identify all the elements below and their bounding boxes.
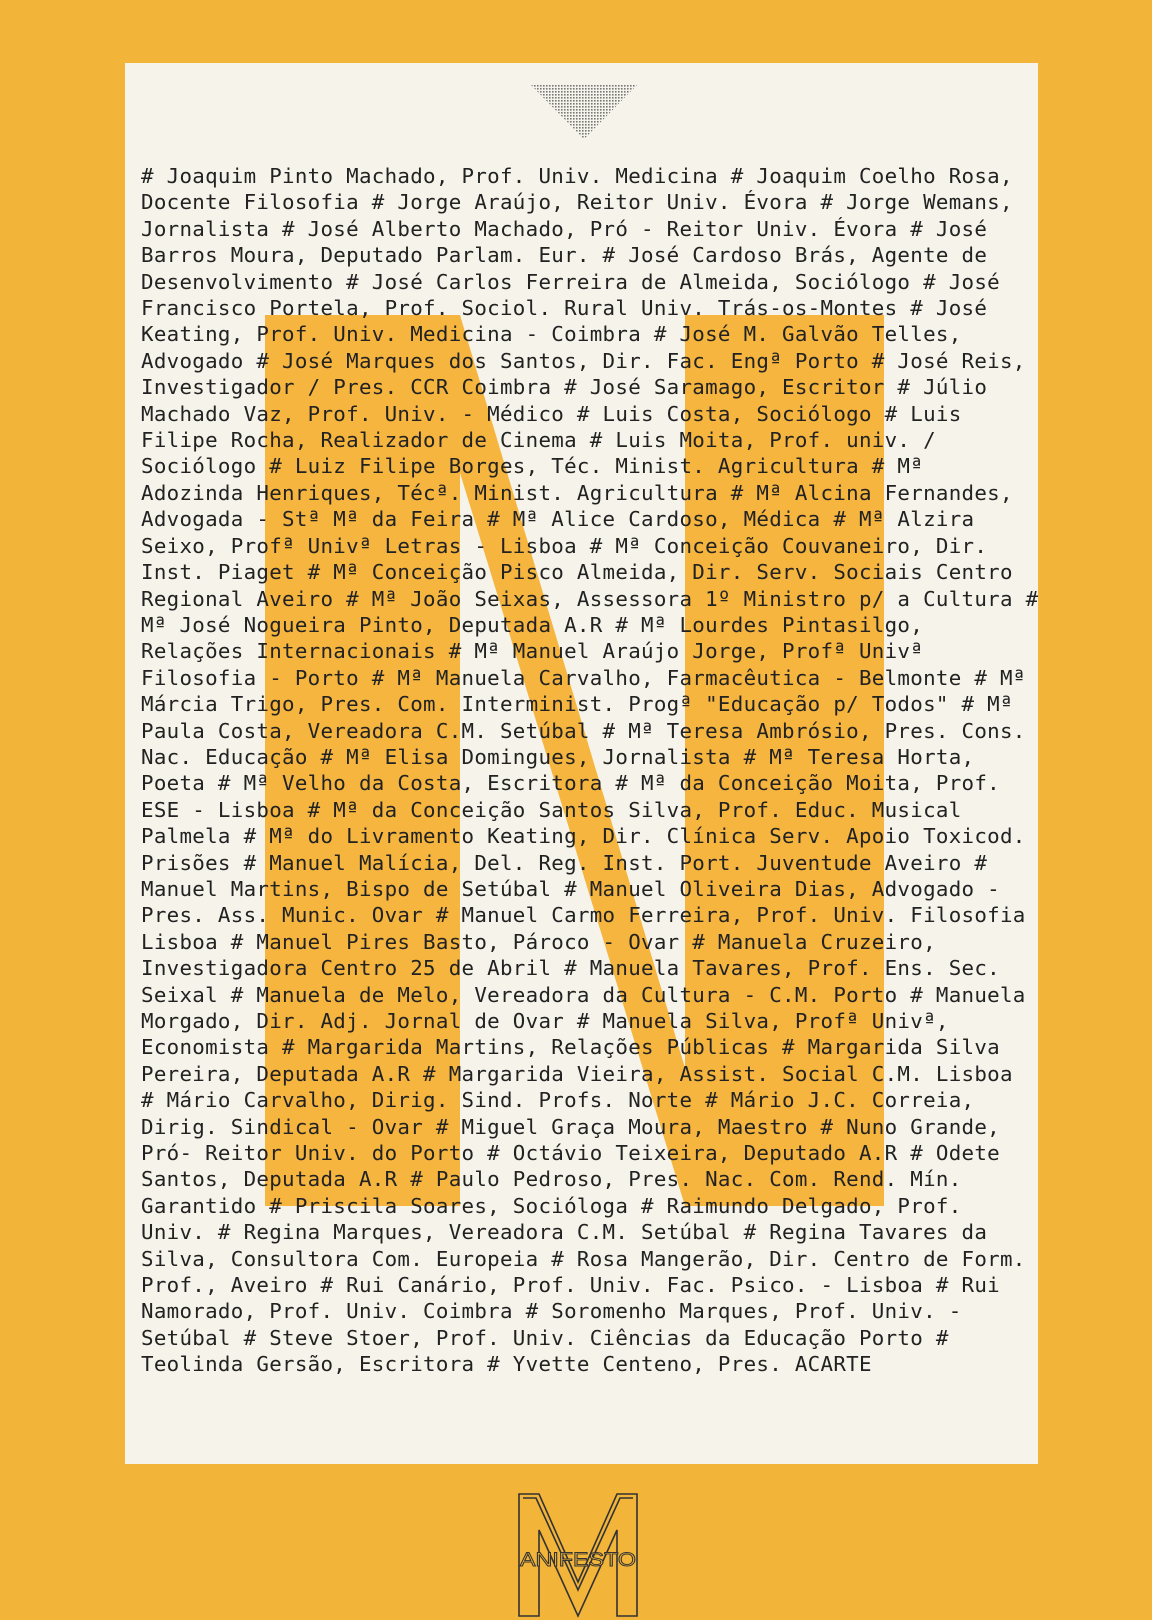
text-line: Poeta # Mª Velho da Costa, Escritora # Mª da Conceição Moita, Prof. [141,771,1000,796]
text-line: # Joaquim Pinto Machado, Prof. Univ. Medicina # Joaquim Coelho Rosa, [141,164,1013,188]
text-line: Docente Filosofia # Jorge Araújo, Reitor Univ. Évora # Jorge Wemans, [141,190,1013,215]
text-line: Pró- Reitor Univ. do Porto # Octávio Teixeira, Deputado A.R # Odete [141,1141,1000,1166]
text-line: Desenvolvimento # José Carlos Ferreira de Almeida, Sociólogo # José [141,269,1000,294]
document-page [125,63,1038,1464]
signatories-list [141,163,1038,1378]
text-line: # Mário Carvalho, Dirig. Sind. Profs. Norte # Mário J.C. Correia, [141,1088,975,1113]
text-line: Advogado # José Marques dos Santos, Dir. Fac. Engª Porto # José Reis, [141,348,1026,373]
text-line: Regional Aveiro # Mª João Seixas, Assessora 1º Ministro p/ a Cultura # [141,586,1038,611]
text-line: Jornalista # José Alberto Machado, Pró - Reitor Univ. Évora # José [141,216,988,241]
text-line: Prof., Aveiro # Rui Canário, Prof. Univ. Fac. Psico. - Lisboa # Rui [141,1273,1000,1298]
text-line: Barros Moura, Deputado Parlam. Eur. # José Cardoso Brás, Agente de [141,243,988,268]
text-line: Filipe Rocha, Realizador de Cinema # Luis Moita, Prof. univ. / [141,428,936,453]
dotted-triangle-icon [531,85,637,139]
text-line: Setúbal # Steve Stoer, Prof. Univ. Ciências da Educação Porto # [141,1325,949,1350]
text-line: Francisco Portela, Prof. Sociol. Rural Univ. Trás-os-Montes # José [141,296,988,321]
text-line: Keating, Prof. Univ. Medicina - Coimbra # José M. Galvão Telles, [141,322,962,347]
text-line: Investigador / Pres. CCR Coimbra # José Saramago, Escritor # Júlio [141,375,988,400]
text-line: Prisões # Manuel Malícia, Del. Reg. Inst. Port. Juventude Aveiro # [141,850,988,875]
text-line: Morgado, Dir. Adj. Jornal de Ovar # Manuela Silva, Profª Univª, [141,1009,949,1033]
logo-word: ANIFESTO [520,1550,636,1571]
text-line: Sociólogo # Luiz Filipe Borges, Téc. Minist. Agricultura # Mª [141,454,924,479]
text-line: Mª José Nogueira Pinto, Deputada A.R # Mª Lourdes Pintasilgo, [141,612,924,637]
text-line: Teolinda Gersão, Escritora # Yvette Centeno, Pres. ACARTE [141,1352,872,1377]
manifesto-logo-icon [515,1490,641,1620]
text-line: Namorado, Prof. Univ. Coimbra # Soromenho Marques, Prof. Univ. - [141,1299,962,1324]
text-line: Relações Internacionais # Mª Manuel Araújo Jorge, Profª Univª [141,639,924,664]
text-line: Santos, Deputada A.R # Paulo Pedroso, Pres. Nac. Com. Rend. Mín. [141,1167,962,1192]
text-line: ESE - Lisboa # Mª da Conceição Santos Silva, Prof. Educ. Musical [141,797,962,822]
text-line: Paula Costa, Vereadora C.M. Setúbal # Mª Teresa Ambrósio, Pres. Cons. [141,718,1026,743]
text-line: Univ. # Regina Marques, Vereadora C.M. Setúbal # Regina Tavares da [141,1220,988,1245]
text-line: Lisboa # Manuel Pires Basto, Pároco - Ovar # Manuela Cruzeiro, [141,929,936,954]
text-line: Márcia Trigo, Pres. Com. Interminist. Progª "Educação p/ Todos" # Mª [141,692,1013,717]
text-line: Inst. Piaget # Mª Conceição Pisco Almeida, Dir. Serv. Sociais Centro [141,560,1013,585]
text-line: Pereira, Deputada A.R # Margarida Vieira, Assist. Social C.M. Lisboa [141,1061,1013,1086]
text-line: Advogada - Stª Mª da Feira # Mª Alice Cardoso, Médica # Mª Alzira [141,507,975,532]
text-line: Adozinda Henriques, Técª. Minist. Agricultura # Mª Alcina Fernandes, [141,480,1013,505]
text-line: Seixal # Manuela de Melo, Vereadora da Cultura - C.M. Porto # Manuela [141,982,1026,1007]
text-line: Nac. Educação # Mª Elisa Domingues, Jornalista # Mª Teresa Horta, [141,744,975,769]
text-line: Silva, Consultora Com. Europeia # Rosa Mangerão, Dir. Centro de Form. [141,1246,1026,1271]
text-line: Garantido # Priscila Soares, Socióloga # Raimundo Delgado, Prof. [141,1193,962,1218]
text-line: Seixo, Profª Univª Letras - Lisboa # Mª Conceição Couvaneiro, Dir. [141,533,988,558]
text-line: Manuel Martins, Bispo de Setúbal # Manuel Oliveira Dias, Advogado - [141,876,1000,901]
text-line: Pres. Ass. Munic. Ovar # Manuel Carmo Ferreira, Prof. Univ. Filosofia [141,903,1026,928]
text-line: Machado Vaz, Prof. Univ. - Médico # Luis Costa, Sociólogo # Luis [141,401,962,426]
text-line: Palmela # Mª do Livramento Keating, Dir. Clínica Serv. Apoio Toxicod. [141,824,1026,849]
text-line: Filosofia - Porto # Mª Manuela Carvalho, Farmacêutica - Belmonte # Mª [141,665,1026,690]
text-line: Investigadora Centro 25 de Abril # Manuela Tavares, Prof. Ens. Sec. [141,956,1000,981]
text-line: Economista # Margarida Martins, Relações Públicas # Margarida Silva [141,1035,1000,1060]
text-line: Dirig. Sindical - Ovar # Miguel Graça Moura, Maestro # Nuno Grande, [141,1114,1000,1139]
